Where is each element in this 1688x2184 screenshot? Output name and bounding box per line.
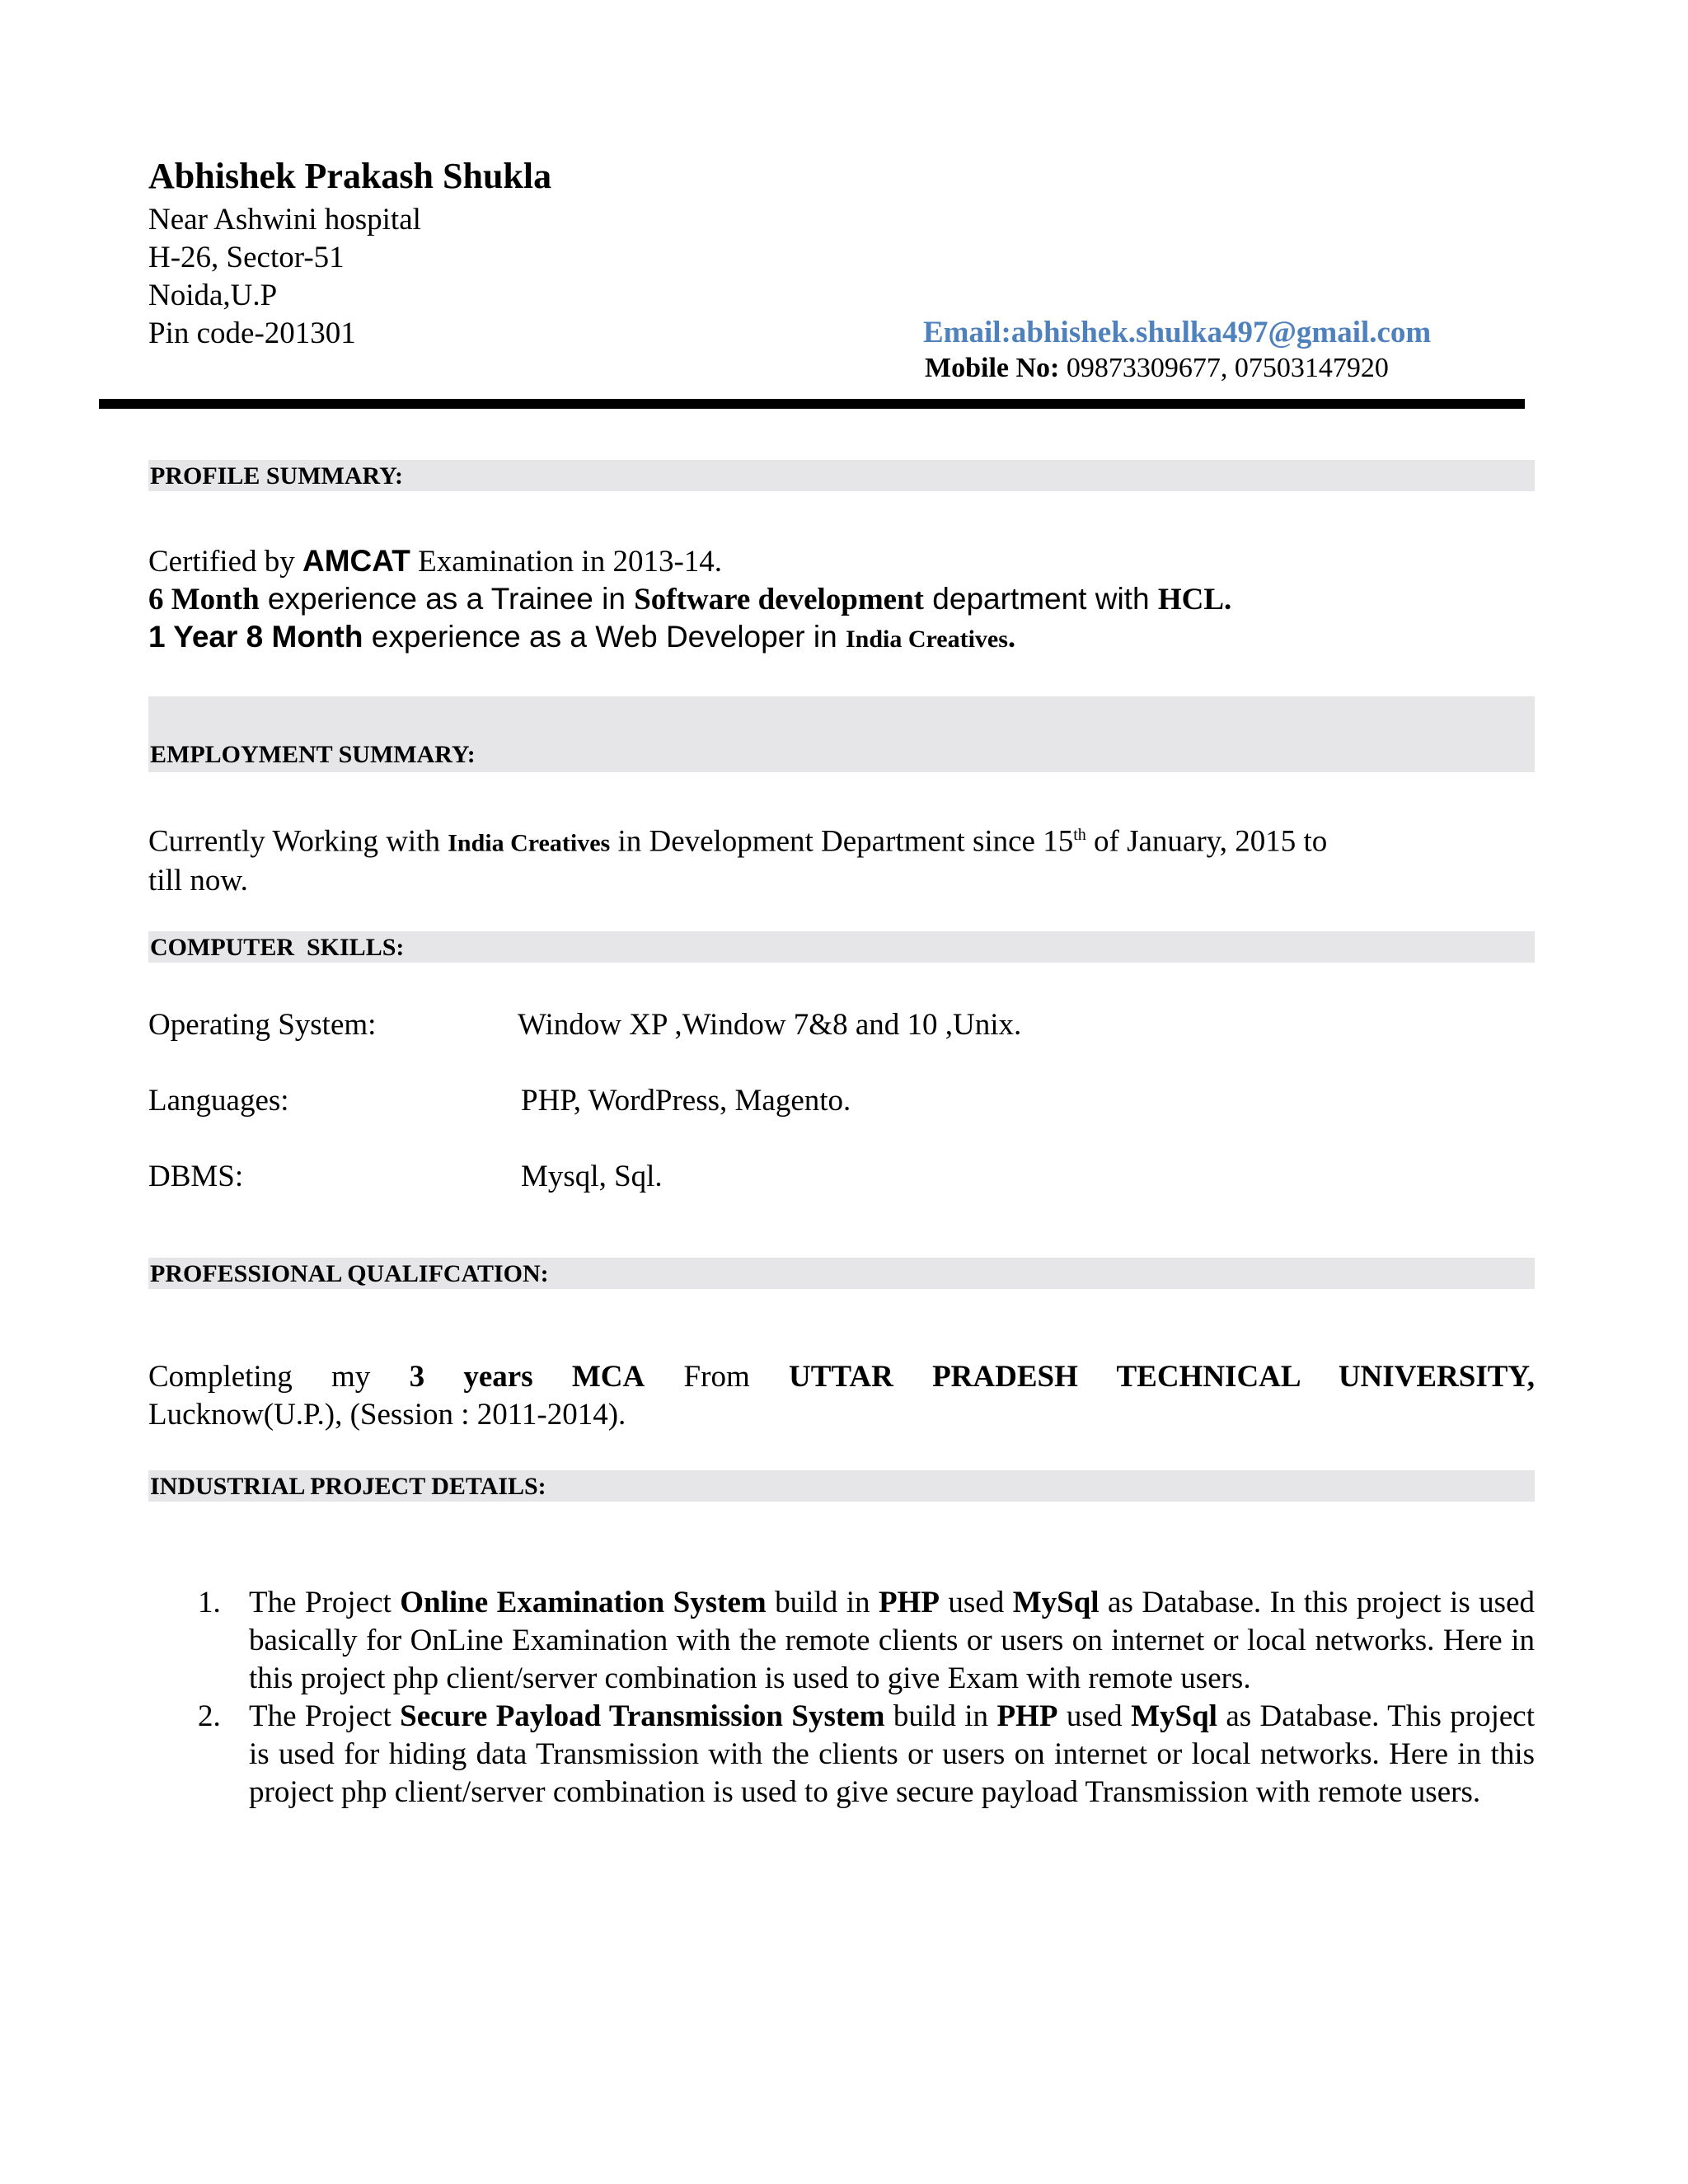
mobile-value: 09873309677, 07503147920 [1059, 353, 1389, 383]
section-heading-skills: COMPUTER SKILLS: [150, 934, 405, 961]
profile-line-3: 1 Year 8 Month experience as a Web Developer in India Creatives. [148, 620, 1016, 654]
candidate-name: Abhishek Prakash Shukla [148, 156, 552, 196]
list-item: 2. The Project Secure Payload Transmission System build in PHP used MySql as Database. This project is used for hiding data Transmission with the clients or users on internet or local networks. Here in this project php client/server combination is used to give secure payload Transmission with remote users. [198, 1699, 1536, 1809]
skill-value-os: Window XP ,Window 7&8 and 10 ,Unix. [518, 1008, 1022, 1042]
section-heading-employment: EMPLOYMENT SUMMARY: [150, 741, 476, 768]
employment-text: Currently Working with India Creatives in Development Department since 15th of January, 2015 to till now. [148, 824, 1328, 898]
section-heading-qualification: PROFESSIONAL QUALIFCATION: [150, 1260, 549, 1287]
mobile-label: Mobile No: [925, 353, 1060, 383]
profile-line-1: Certified by AMCAT Examination in 2013-14. [148, 544, 723, 579]
mobile-number [925, 353, 1389, 384]
skill-label-languages: Languages: [148, 1084, 289, 1118]
address-line: Noida,U.P [148, 279, 278, 312]
skill-label-dbms: DBMS: [148, 1160, 244, 1193]
skill-value-languages: PHP, WordPress, Magento. [521, 1084, 851, 1118]
address-line: Near Ashwini hospital [148, 203, 421, 237]
list-item: 1. The Project Online Examination System build in PHP used MySql as Database. In this project is used basically for OnLine Examination with the remote clients or users on internet or local networks. Here in this project php client/server combination is used to give Exam with remote users. [198, 1586, 1536, 1695]
project-list [148, 1584, 1535, 1811]
skill-value-dbms: Mysql, Sql. [521, 1160, 663, 1193]
section-heading-profile: PROFILE SUMMARY: [150, 462, 404, 490]
section-heading-projects: INDUSTRIAL PROJECT DETAILS: [150, 1473, 546, 1500]
address-line: H-26, Sector-51 [148, 241, 345, 274]
skill-label-os: Operating System: [148, 1008, 377, 1042]
header-divider [99, 399, 1525, 409]
qualification-text: Completing my 3 years MCA From UTTAR PRADESH TECHNICAL UNIVERSITY, Lucknow(U.P.), (Session : 2011-2014). [148, 1360, 1536, 1432]
email-link[interactable]: Email:abhishek.shulka497@gmail.com [923, 316, 1432, 349]
address-block [148, 201, 421, 353]
address-line: Pin code-201301 [148, 316, 356, 350]
profile-line-2: 6 Month experience as a Trainee in Software development department with HCL. [148, 582, 1232, 616]
